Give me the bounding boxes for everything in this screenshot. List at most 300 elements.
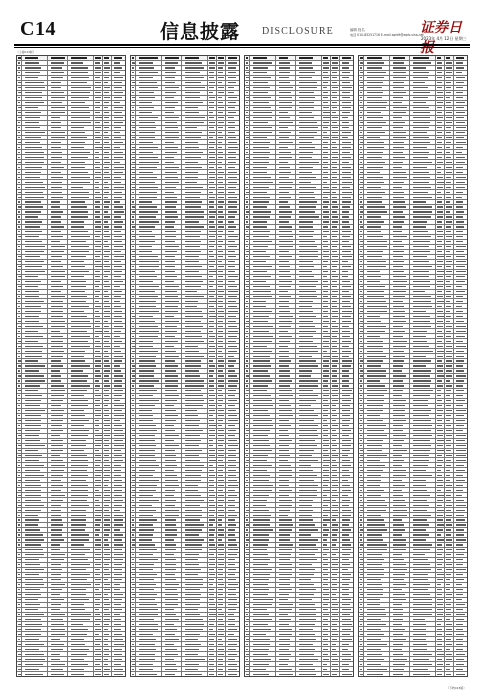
table-cell [94,329,104,333]
illegible-text [104,201,109,202]
table-cell [22,155,48,159]
table-cell [48,324,67,328]
illegible-text [25,62,39,63]
table-cell [68,319,94,323]
table-cell [94,235,104,239]
table-cell [68,165,94,169]
table-cell [103,185,112,189]
table-cell [112,126,125,130]
illegible-text [95,57,101,58]
table-cell [48,250,67,254]
illegible-text [51,226,64,227]
table-cell [103,200,112,204]
illegible-text [95,132,101,133]
table-cell [103,101,112,105]
illegible-text [18,92,21,93]
table-cell [68,215,94,219]
illegible-text [114,251,122,252]
table-cell [112,116,125,120]
table-cell [112,66,125,70]
illegible-text [114,316,123,317]
illegible-text [104,182,108,183]
illegible-text [95,172,101,173]
masthead-rule [14,44,470,46]
table-cell [48,309,67,313]
illegible-text [18,87,21,88]
table-cell [103,195,112,199]
illegible-text [114,142,124,143]
table-cell [112,245,125,249]
illegible-text [95,67,102,68]
table-cell [22,290,48,294]
table-cell [94,220,104,224]
illegible-text [71,256,86,257]
table-cell [94,121,104,125]
table-cell [112,56,125,60]
table-cell [112,299,125,303]
table-cell [112,295,125,299]
page-number: C14 [20,18,56,41]
illegible-text [71,142,85,143]
table-cell [48,121,67,125]
table-cell [68,225,94,229]
illegible-text [95,251,101,252]
illegible-text [114,92,124,93]
table-cell [103,314,112,318]
illegible-text [104,306,110,307]
table-cell [94,106,104,110]
table-cell [94,150,104,154]
table-cell [68,61,94,65]
illegible-text [51,167,64,168]
illegible-text [71,97,89,98]
table-cell [22,304,48,308]
illegible-text [95,271,100,272]
table-cell [103,304,112,308]
illegible-text [51,326,65,327]
table-cell [48,270,67,274]
illegible-text [51,62,65,63]
table-cell [94,71,104,75]
continued-from-note: （上接C13版） [16,50,36,54]
illegible-text [18,286,21,287]
illegible-text [51,261,62,262]
illegible-text [51,137,65,138]
table-cell [22,339,48,343]
table-cell [22,126,48,130]
illegible-text [104,331,109,332]
illegible-text [95,336,100,337]
illegible-text [18,301,21,302]
section-title: 信息披露 [160,17,240,44]
table-cell [22,225,48,229]
illegible-text [25,167,41,168]
table-cell [112,329,125,333]
illegible-text [95,266,102,267]
illegible-text [51,72,64,73]
table-cell [103,66,112,70]
table-cell [94,290,104,294]
table-cell [48,329,67,333]
table-cell [103,255,112,259]
table-cell [48,180,67,184]
illegible-text [114,67,122,68]
table-cell [22,96,48,100]
illegible-text [51,221,62,222]
illegible-text [95,286,100,287]
table-cell [48,71,67,75]
table-cell [112,136,125,140]
table-cell [112,314,125,318]
table-cell [94,255,104,259]
illegible-text [71,117,90,118]
table-cell [68,200,94,204]
illegible-text [71,281,86,282]
table-cell [22,56,48,60]
illegible-text [18,241,20,242]
table-cell [94,86,104,90]
illegible-text [71,316,87,317]
table-cell [94,299,104,303]
table-cell [103,280,112,284]
illegible-text [25,97,42,98]
table-cell [68,265,94,269]
illegible-text [114,172,123,173]
illegible-text [71,346,90,347]
illegible-text [18,122,21,123]
table-cell [68,295,94,299]
illegible-text [114,261,121,262]
illegible-text [114,82,123,83]
table-cell [68,339,94,343]
illegible-text [71,82,87,83]
table-cell [68,240,94,244]
illegible-text [18,162,21,163]
table-cell [48,339,67,343]
table-cell [94,344,104,348]
illegible-text [25,331,38,332]
illegible-text [71,221,84,222]
table-block [16,55,126,677]
illegible-text [95,226,101,227]
table-cell [103,290,112,294]
illegible-text [71,286,86,287]
table-cell [68,285,94,289]
table-cell [48,319,67,323]
illegible-text [104,316,109,317]
table-cell [112,195,125,199]
illegible-text [51,276,66,277]
illegible-text [71,211,88,212]
table-cell [68,96,94,100]
table-cell [48,116,67,120]
table-cell [103,210,112,214]
table-cell [112,150,125,154]
illegible-text [114,226,122,227]
illegible-text [25,231,42,232]
table-cell [103,136,112,140]
illegible-text [25,206,43,207]
illegible-text [18,132,20,133]
table-cell [68,66,94,70]
table-cell [112,200,125,204]
illegible-text [71,192,89,193]
table-cell [22,175,48,179]
illegible-text [114,157,123,158]
illegible-text [114,281,123,282]
table-cell [48,314,67,318]
illegible-text [51,216,61,217]
illegible-text [95,231,101,232]
table-cell [22,349,48,353]
table-cell [48,96,67,100]
table-cell [103,334,112,338]
table-cell [48,56,67,60]
illegible-text [114,57,122,58]
illegible-text [71,206,88,207]
table-cell [103,324,112,328]
illegible-text [114,97,123,98]
table-cell [22,250,48,254]
illegible-text [104,122,108,123]
illegible-text [51,192,63,193]
illegible-text [71,246,89,247]
table-cell [94,131,104,135]
illegible-text [18,77,21,78]
table-cell [103,96,112,100]
illegible-text [95,152,99,153]
illegible-text [25,137,41,138]
table-cell [22,150,48,154]
illegible-text [51,346,63,347]
table-cell [68,309,94,313]
table-cell [48,344,67,348]
table-cell [22,71,48,75]
illegible-text [18,127,21,128]
table-cell [48,200,67,204]
illegible-text [71,157,88,158]
illegible-text [104,276,108,277]
table-cell [22,66,48,70]
illegible-text [104,97,109,98]
illegible-text [114,62,121,63]
table-cell [68,280,94,284]
table-cell [68,255,94,259]
illegible-text [25,296,39,297]
illegible-text [25,172,41,173]
table-cell [103,61,112,65]
illegible-text [114,197,122,198]
table-cell [22,116,48,120]
table-cell [48,290,67,294]
table-cell [103,215,112,219]
illegible-text [25,147,41,148]
illegible-text [104,132,108,133]
table-cell [103,230,112,234]
illegible-text [71,226,85,227]
illegible-text [114,137,122,138]
table-cell [68,81,94,85]
table-cell [94,270,104,274]
illegible-text [25,261,43,262]
table-cell [22,170,48,174]
illegible-text [51,117,60,118]
illegible-text [114,231,121,232]
illegible-text [114,117,123,118]
illegible-text [104,351,108,352]
illegible-text [104,236,110,237]
illegible-text [18,321,21,322]
contact-line: 电话 010-83251716 E-mail zqrb9@zqrb.sina.net [350,32,424,37]
illegible-text [71,87,91,88]
illegible-text [25,316,38,317]
illegible-text [25,336,43,337]
illegible-text [18,57,22,58]
table-cell [68,91,94,95]
illegible-text [51,291,61,292]
illegible-text [25,311,40,312]
illegible-text [71,321,90,322]
table-cell [22,160,48,164]
table-cell [103,250,112,254]
illegible-text [114,152,123,153]
illegible-text [104,256,109,257]
illegible-text [95,102,100,103]
illegible-text [25,177,40,178]
illegible-text [51,157,63,158]
illegible-text [18,206,21,207]
table-cell [103,225,112,229]
table-cell [103,121,112,125]
illegible-text [71,236,90,237]
table-cell [94,245,104,249]
table-cell [22,314,48,318]
table-cell [112,220,125,224]
illegible-text [114,177,121,178]
table-cell [103,111,112,115]
table-cell [94,91,104,95]
illegible-text [51,296,66,297]
table-cell [68,160,94,164]
illegible-text [71,107,90,108]
table-cell [112,86,125,90]
illegible-text [114,122,124,123]
illegible-text [51,77,63,78]
illegible-text [71,137,87,138]
table-cell [94,96,104,100]
table-cell [103,344,112,348]
table-cell [112,280,125,284]
illegible-text [95,127,102,128]
table-cell [48,136,67,140]
illegible-text [25,152,44,153]
table-cell [112,131,125,135]
illegible-text [18,117,21,118]
table-cell [94,334,104,338]
table-cell [22,329,48,333]
illegible-text [18,102,20,103]
table-cell [103,165,112,169]
illegible-text [71,72,88,73]
table-cell [48,235,67,239]
table-cell [48,155,67,159]
table-cell [112,230,125,234]
illegible-text [51,236,63,237]
illegible-text [25,221,42,222]
illegible-text [104,291,108,292]
illegible-text [18,97,21,98]
table-cell [112,210,125,214]
illegible-text [104,157,109,158]
illegible-text [18,291,21,292]
table-cell [103,86,112,90]
table-cell [103,205,112,209]
table-cell [94,285,104,289]
table-cell [94,155,104,159]
illegible-text [25,107,38,108]
table-cell [48,76,67,80]
table-cell [103,190,112,194]
illegible-text [95,162,100,163]
table-cell [68,170,94,174]
illegible-text [104,112,109,113]
illegible-text [95,211,100,212]
table-cell [94,280,104,284]
illegible-text [95,291,101,292]
table-cell [94,140,104,144]
table-cell [103,56,112,60]
table-cell [22,111,48,115]
table-cell [112,205,125,209]
table-cell [112,344,125,348]
illegible-text [95,296,100,297]
table-cell [94,304,104,308]
table-cell [94,56,104,60]
illegible-text [25,276,38,277]
table-cell [48,160,67,164]
illegible-text [71,276,85,277]
table-cell [94,210,104,214]
masthead-rule-thin [14,47,470,48]
illegible-text [25,197,44,198]
table-cell [22,131,48,135]
table-cell [22,165,48,169]
table-cell [103,285,112,289]
illegible-text [114,236,122,237]
illegible-text [18,281,21,282]
illegible-text [18,142,22,143]
illegible-text [51,246,66,247]
table-cell [68,145,94,149]
illegible-text [104,107,108,108]
illegible-text [95,256,101,257]
table-cell [112,285,125,289]
illegible-text [51,82,61,83]
illegible-text [104,346,109,347]
illegible-text [25,92,41,93]
table-cell [103,160,112,164]
illegible-text [114,331,122,332]
table-cell [68,270,94,274]
illegible-text [25,157,44,158]
table-cell [112,101,125,105]
illegible-text [51,311,63,312]
table-cell [103,116,112,120]
table-cell [68,190,94,194]
table-cell [112,215,125,219]
illegible-text [25,72,40,73]
illegible-text [114,147,121,148]
